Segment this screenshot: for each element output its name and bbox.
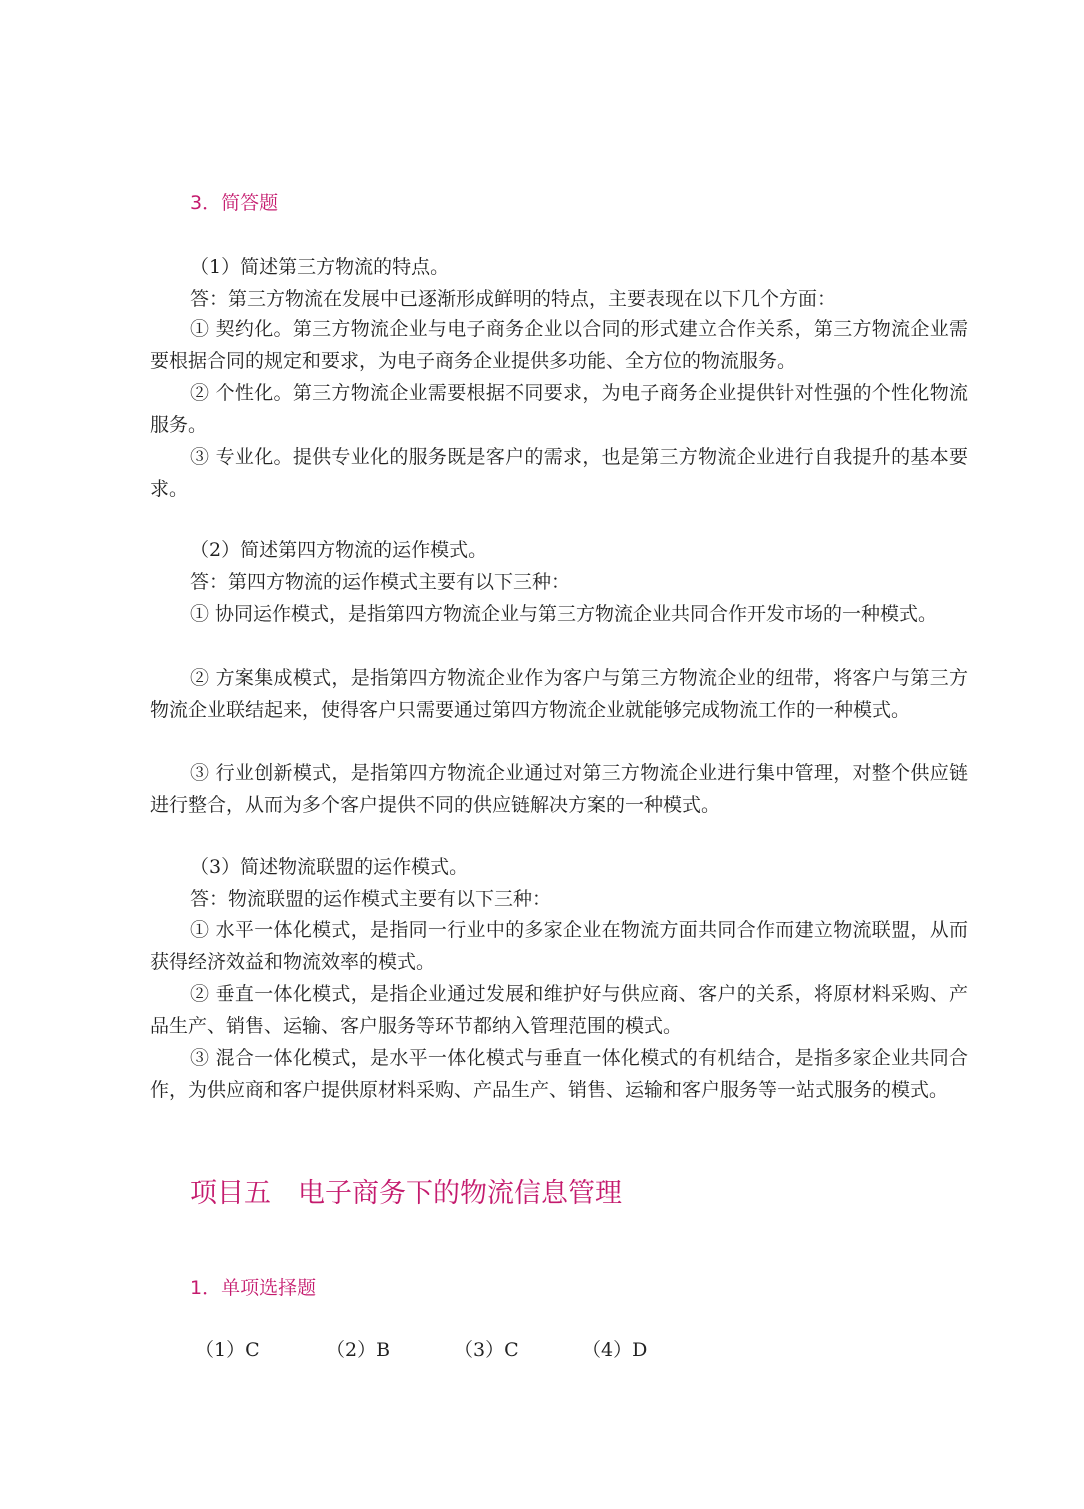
question-2-point-3: ③ 行业创新模式，是指第四方物流企业通过对第三方物流企业进行集中管理，对整个供应链进行整合，从而为多个客户提供不同的供应链解决方案的一种模式。	[150, 762, 968, 816]
question-3-point-1: ① 水平一体化模式，是指同一行业中的多家企业在物流方面共同合作而建立物流联盟，从而获得经济效益和物流效率的模式。	[150, 919, 968, 973]
project-title: 项目五 电子商务下的物流信息管理	[190, 1178, 622, 1209]
question-1-point-2: ② 个性化。第三方物流企业需要根据不同要求，为电子商务企业提供针对性强的个性化物流服务。	[150, 382, 968, 436]
answer-item-2: （2）B	[326, 1339, 391, 1361]
answer-key-row	[195, 1334, 795, 1366]
question-3-title: （3）简述物流联盟的运作模式。	[190, 856, 469, 878]
answer-item-3: （3）C	[454, 1339, 519, 1361]
question-3-point-3: ③ 混合一体化模式，是水平一体化模式与垂直一体化模式的有机结合，是指多家企业共同合作，为供应商和客户提供原材料采购、产品生产、销售、运输和客户服务等一站式服务的模式。	[150, 1047, 968, 1101]
section-heading-single-choice: 1．单项选择题	[190, 1277, 317, 1299]
answer-item-4: （4）D	[582, 1339, 648, 1361]
question-1-title: （1）简述第三方物流的特点。	[190, 256, 450, 278]
question-3-answer-intro: 答：物流联盟的运作模式主要有以下三种：	[190, 888, 552, 910]
answer-item-1: （1）C	[195, 1339, 260, 1361]
question-3-point-2: ② 垂直一体化模式，是指企业通过发展和维护好与供应商、客户的关系，将原材料采购、产品生产、销售、运输、客户服务等环节都纳入管理范围的模式。	[150, 983, 968, 1037]
question-1-point-3: ③ 专业化。提供专业化的服务既是客户的需求，也是第三方物流企业进行自我提升的基本要求。	[150, 446, 968, 500]
question-2-point-1: ① 协同运作模式，是指第四方物流企业与第三方物流企业共同合作开发市场的一种模式。	[190, 603, 938, 625]
question-2-point-2: ② 方案集成模式，是指第四方物流企业作为客户与第三方物流企业的纽带，将客户与第三方物流企业联结起来，使得客户只需要通过第四方物流企业就能够完成物流工作的一种模式。	[150, 667, 968, 721]
question-2-title: （2）简述第四方物流的运作模式。	[190, 539, 488, 561]
question-2-answer-intro: 答：第四方物流的运作模式主要有以下三种：	[190, 571, 571, 593]
question-1-point-1: ① 契约化。第三方物流企业与电子商务企业以合同的形式建立合作关系，第三方物流企业需要根据合同的规定和要求，为电子商务企业提供多功能、全方位的物流服务。	[150, 318, 968, 372]
question-1-answer-intro: 答：第三方物流在发展中已逐渐形成鲜明的特点，主要表现在以下几个方面：	[190, 288, 837, 310]
section-heading-short-answer: 3．简答题	[190, 192, 279, 214]
